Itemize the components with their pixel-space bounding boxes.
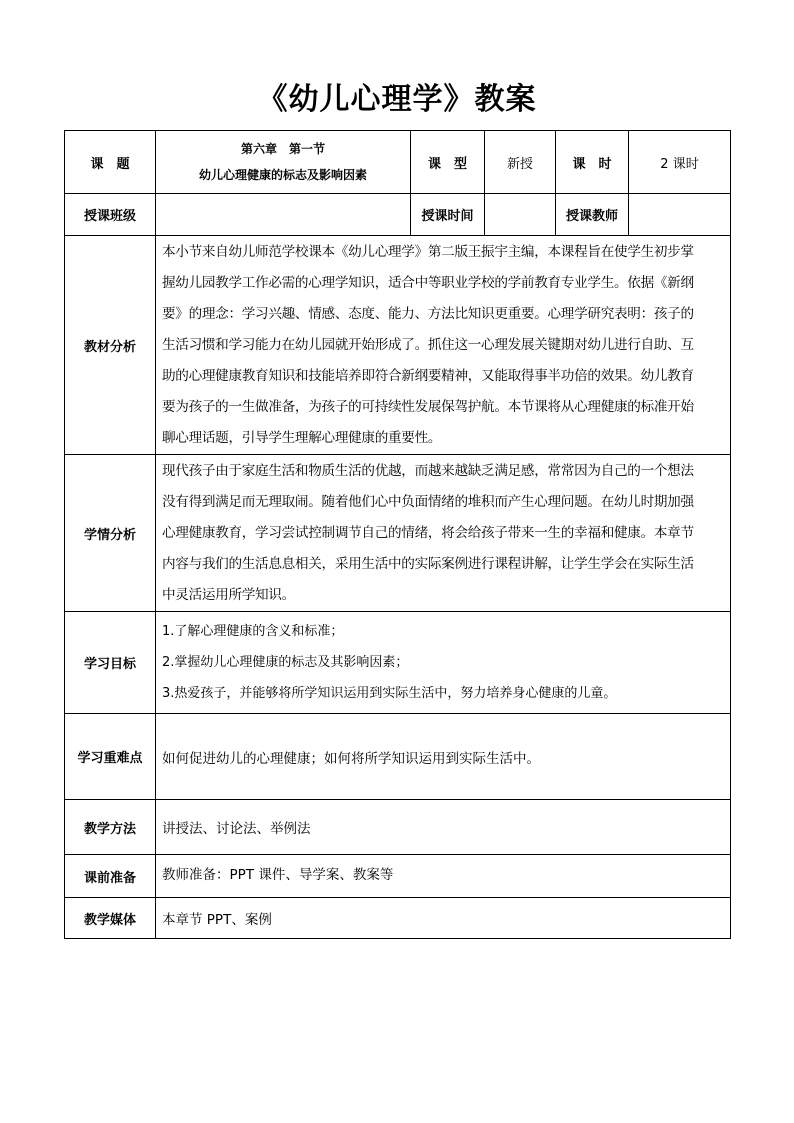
text-line: 生活习惯和学习能力在幼儿园就开始形成了。抓住这一心理发展关键期对幼儿进行自助、互	[162, 336, 694, 353]
info-row	[65, 194, 731, 236]
time-value	[485, 194, 556, 236]
text-line: 助的心理健康教育知识和技能培养即符合新纲要精神，又能取得事半功倍的效果。幼儿教育	[162, 367, 694, 384]
material-analysis-row	[65, 236, 731, 455]
student-analysis-text	[156, 455, 731, 612]
text-line: 内容与我们的生活息息相关，采用生活中的实际案例进行课程讲解，让学生学会在实际生活	[162, 555, 694, 572]
key-points-label: 学习重难点	[65, 714, 156, 800]
hours-value: 2 课时	[629, 131, 731, 194]
course-topic-value	[156, 131, 411, 194]
student-analysis-label: 学情分析	[65, 455, 156, 612]
text-line: 本小节来自幼儿师范学校课本《幼儿心理学》第二版王振宇主编，本课程旨在使学生初步掌	[162, 243, 694, 260]
preparation-row	[65, 855, 731, 898]
key-points-text: 如何促进幼儿的心理健康；如何将所学知识运用到实际生活中。	[156, 714, 731, 800]
teacher-label: 授课教师	[556, 194, 629, 236]
teaching-methods-label: 教学方法	[65, 800, 156, 855]
page-title: 《幼儿心理学》教案	[257, 82, 537, 117]
class-label: 授课班级	[65, 194, 156, 236]
learning-goals-text	[156, 612, 731, 714]
teaching-methods-row	[65, 800, 731, 855]
goal-item: 2.掌握幼儿心理健康的标志及其影响因素；	[162, 655, 409, 670]
media-row	[65, 898, 731, 939]
text-line: 现代孩子由于家庭生活和物质生活的优越，而越来越缺乏满足感，常常因为自己的一个想法	[162, 462, 694, 479]
preparation-label: 课前准备	[65, 855, 156, 898]
course-topic-line1: 第六章 第一节	[240, 142, 325, 156]
text-line: 中灵活运用所学知识。	[162, 586, 295, 603]
lesson-plan-table	[64, 130, 731, 939]
class-value	[156, 194, 411, 236]
text-line: 要为孩子的一生做准备，为孩子的可持续性发展保驾护航。本节课将从心理健康的标准开始	[162, 398, 694, 415]
time-label: 授课时间	[411, 194, 485, 236]
lesson-type-value: 新授	[485, 131, 556, 194]
material-analysis-text	[156, 236, 731, 455]
hours-label: 课 时	[556, 131, 629, 194]
learning-goals-label: 学习目标	[65, 612, 156, 714]
material-analysis-label: 教材分析	[65, 236, 156, 455]
learning-goals-row	[65, 612, 731, 714]
course-topic-line2: 幼儿心理健康的标志及影响因素	[198, 168, 367, 182]
text-line: 心理健康教育，学习尝试控制调节自己的情绪，将会给孩子带来一生的幸福和健康。本章节	[162, 524, 694, 541]
text-line: 没有得到满足而无理取闹。随着他们心中负面情绪的堆积而产生心理问题。在幼儿时期加强	[162, 493, 694, 510]
media-text: 本章节 PPT、案例	[156, 898, 731, 939]
student-analysis-row	[65, 455, 731, 612]
preparation-text: 教师准备：PPT 课件、导学案、教案等	[156, 855, 731, 898]
text-line: 聊心理话题，引导学生理解心理健康的重要性。	[162, 429, 442, 446]
teacher-value	[629, 194, 731, 236]
course-topic-label: 课 题	[65, 131, 156, 194]
key-points-row	[65, 714, 731, 800]
lesson-type-label: 课 型	[411, 131, 485, 194]
text-line: 要》的理念：学习兴趣、情感、态度、能力、方法比知识更重要。心理学研究表明：孩子的	[162, 305, 694, 322]
teaching-methods-text: 讲授法、讨论法、举例法	[156, 800, 731, 855]
media-label: 教学媒体	[65, 898, 156, 939]
goal-item: 1.了解心理健康的含义和标准；	[162, 624, 344, 639]
header-row	[65, 131, 731, 194]
goal-item: 3.热爱孩子，并能够将所学知识运用到实际生活中，努力培养身心健康的儿童。	[162, 686, 617, 701]
text-line: 握幼儿园教学工作必需的心理学知识，适合中等职业学校的学前教育专业学生。依据《新纲	[162, 274, 694, 291]
